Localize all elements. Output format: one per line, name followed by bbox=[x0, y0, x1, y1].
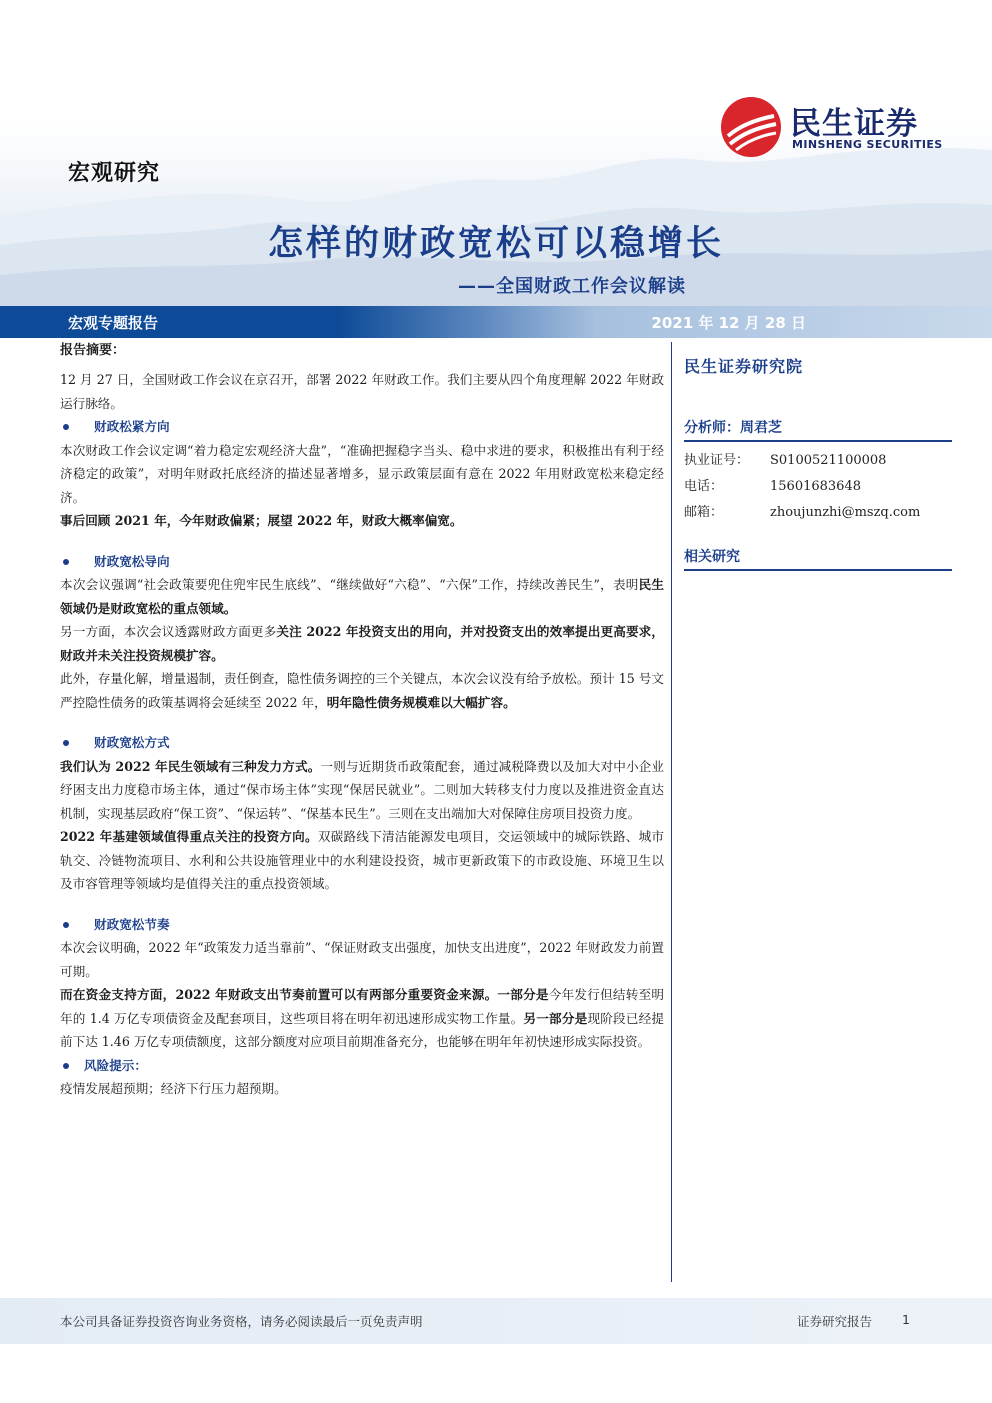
bullet-icon bbox=[63, 1063, 69, 1069]
license-row: 执业证号： S0100521100008 bbox=[684, 453, 887, 468]
abstract-label: 报告摘要： bbox=[60, 343, 126, 358]
section-heading-fiscal-direction: 财政松紧方向 bbox=[60, 415, 664, 439]
analyst-info bbox=[684, 448, 952, 526]
section-heading-risk: 风险提示： bbox=[60, 1054, 664, 1078]
section-heading-fiscal-orientation: 财政宽松导向 bbox=[60, 550, 664, 574]
footer-doc-type: 证券研究报告 bbox=[796, 1314, 872, 1329]
sidebar bbox=[684, 354, 952, 571]
logo-english-name: MINSHENG SECURITIES bbox=[792, 138, 943, 151]
company-logo bbox=[720, 96, 960, 160]
paragraph: 本次会议明确，2022 年“政策发力适当靠前”、“保证财政支出强度，加快支出进度”，2022 年财政发力前置可期。 bbox=[60, 940, 664, 979]
bullet-icon bbox=[63, 922, 69, 928]
paragraph: 另一方面，本次会议透露财政方面更多关注 2022 年投资支出的用向，并对投资支出的效率提出更高要求，财政并未关注投资规模扩容。 bbox=[60, 624, 665, 663]
phone-row: 电话： 15601683648 bbox=[684, 479, 861, 494]
paragraph-bold: 事后回顾 2021 年，今年财政偏紧；展望 2022 年，财政大概率偏宽。 bbox=[60, 513, 463, 528]
header-banner bbox=[0, 0, 992, 306]
column-divider bbox=[671, 342, 672, 1282]
minsheng-logo-icon bbox=[720, 96, 782, 158]
section-heading-fiscal-pace: 财政宽松节奏 bbox=[60, 913, 664, 937]
report-type: 宏观专题报告 bbox=[68, 314, 159, 332]
footer-disclaimer: 本公司具备证券投资咨询业务资格，请务必阅读最后一页免责声明 bbox=[60, 1314, 423, 1329]
report-type-band bbox=[0, 306, 992, 338]
abstract-intro: 12 月 27 日，全国财政工作会议在京召开，部署 2022 年财政工作。我们主要从四个角度理解 2022 年财政运行脉络。 bbox=[60, 372, 664, 411]
paragraph: 本次财政工作会议定调“着力稳定宏观经济大盘”，“准确把握稳字当头、稳中求进的要求，积极推出有利于经济稳定的政策”，对明年财政托底经济的描述显著增多，显示政策层面有意在 2022 年用财政宽松来稳定经济。 bbox=[60, 442, 664, 505]
paragraph: 2022 年基建领域值得重点关注的投资方向。双碳路线下清洁能源发电项目，交运领域中的城际铁路、城市轨交、冷链物流项目、水利和公共设施管理业中的水利建设投资，城市更新政策下的市政设施、环境卫生以及市容管理等领域均是值得关注的重点投资领域。 bbox=[60, 829, 665, 891]
report-date: 2021 年 12 月 28 日 bbox=[651, 314, 806, 332]
page-number: 1 bbox=[902, 1312, 910, 1327]
bullet-icon bbox=[63, 740, 69, 746]
risk-text: 疫情发展超预期；经济下行压力超预期。 bbox=[60, 1081, 287, 1096]
abstract-column bbox=[60, 340, 664, 1101]
analyst-heading: 分析师：周君芝 bbox=[684, 417, 952, 442]
email-row: 邮箱： zhoujunzhi@mszq.com bbox=[684, 500, 952, 526]
section-heading-fiscal-methods: 财政宽松方式 bbox=[60, 731, 664, 755]
email-link[interactable]: zhoujunzhi@mszq.com bbox=[770, 505, 921, 520]
section-tag: 宏观研究 bbox=[68, 161, 161, 186]
bullet-icon bbox=[63, 424, 69, 430]
paragraph: 而在资金支持方面，2022 年财政支出节奏前置可以有两部分重要资金来源。一部分是今年发行但结转至明年的 1.4 万亿专项债资金及配套项目，这些项目将在明年初迅速形成实物工作量。另一部分是现阶段已经提前下达 1.46 万亿专项债额度，这部分额度对应项目前期准备充分，也能够在明年年初快速形成实际投资。 bbox=[60, 987, 665, 1049]
paragraph: 我们认为 2022 年民生领域有三种发力方式。一则与近期货币政策配套，通过减税降费以及加大对中小企业纾困支出力度稳市场主体，通过“保市场主体”实现“保居民就业”。二则加大转移支付力度以及推进资金直达机制，实现基层政府“保工资”、“保运转”、“保基本民生”。三则在支出端加大对保障住房项目投资力度。 bbox=[60, 758, 664, 821]
report-title: 怎样的财政宽松可以稳增长 bbox=[267, 224, 724, 264]
paragraph: 本次会议强调“社会政策要兜住兜牢民生底线”、“继续做好“六稳”、“六保”工作，持续改善民生”，表明民生领域仍是财政宽松的重点领域。 bbox=[60, 577, 665, 616]
bullet-icon bbox=[63, 559, 69, 565]
paragraph: 此外，存量化解，增量遏制，责任倒查，隐性债务调控的三个关键点，本次会议没有给予放松。预计 15 号文严控隐性债务的政策基调将会延续至 2022 年，明年隐性债务规模难以大幅扩容。 bbox=[60, 671, 664, 710]
logo-chinese-name: 民生证券 bbox=[790, 106, 918, 142]
related-research-heading: 相关研究 bbox=[684, 546, 952, 571]
page-footer bbox=[0, 1298, 992, 1344]
institute-name: 民生证券研究院 bbox=[684, 357, 804, 376]
report-subtitle: ——全国财政工作会议解读 bbox=[458, 276, 686, 297]
